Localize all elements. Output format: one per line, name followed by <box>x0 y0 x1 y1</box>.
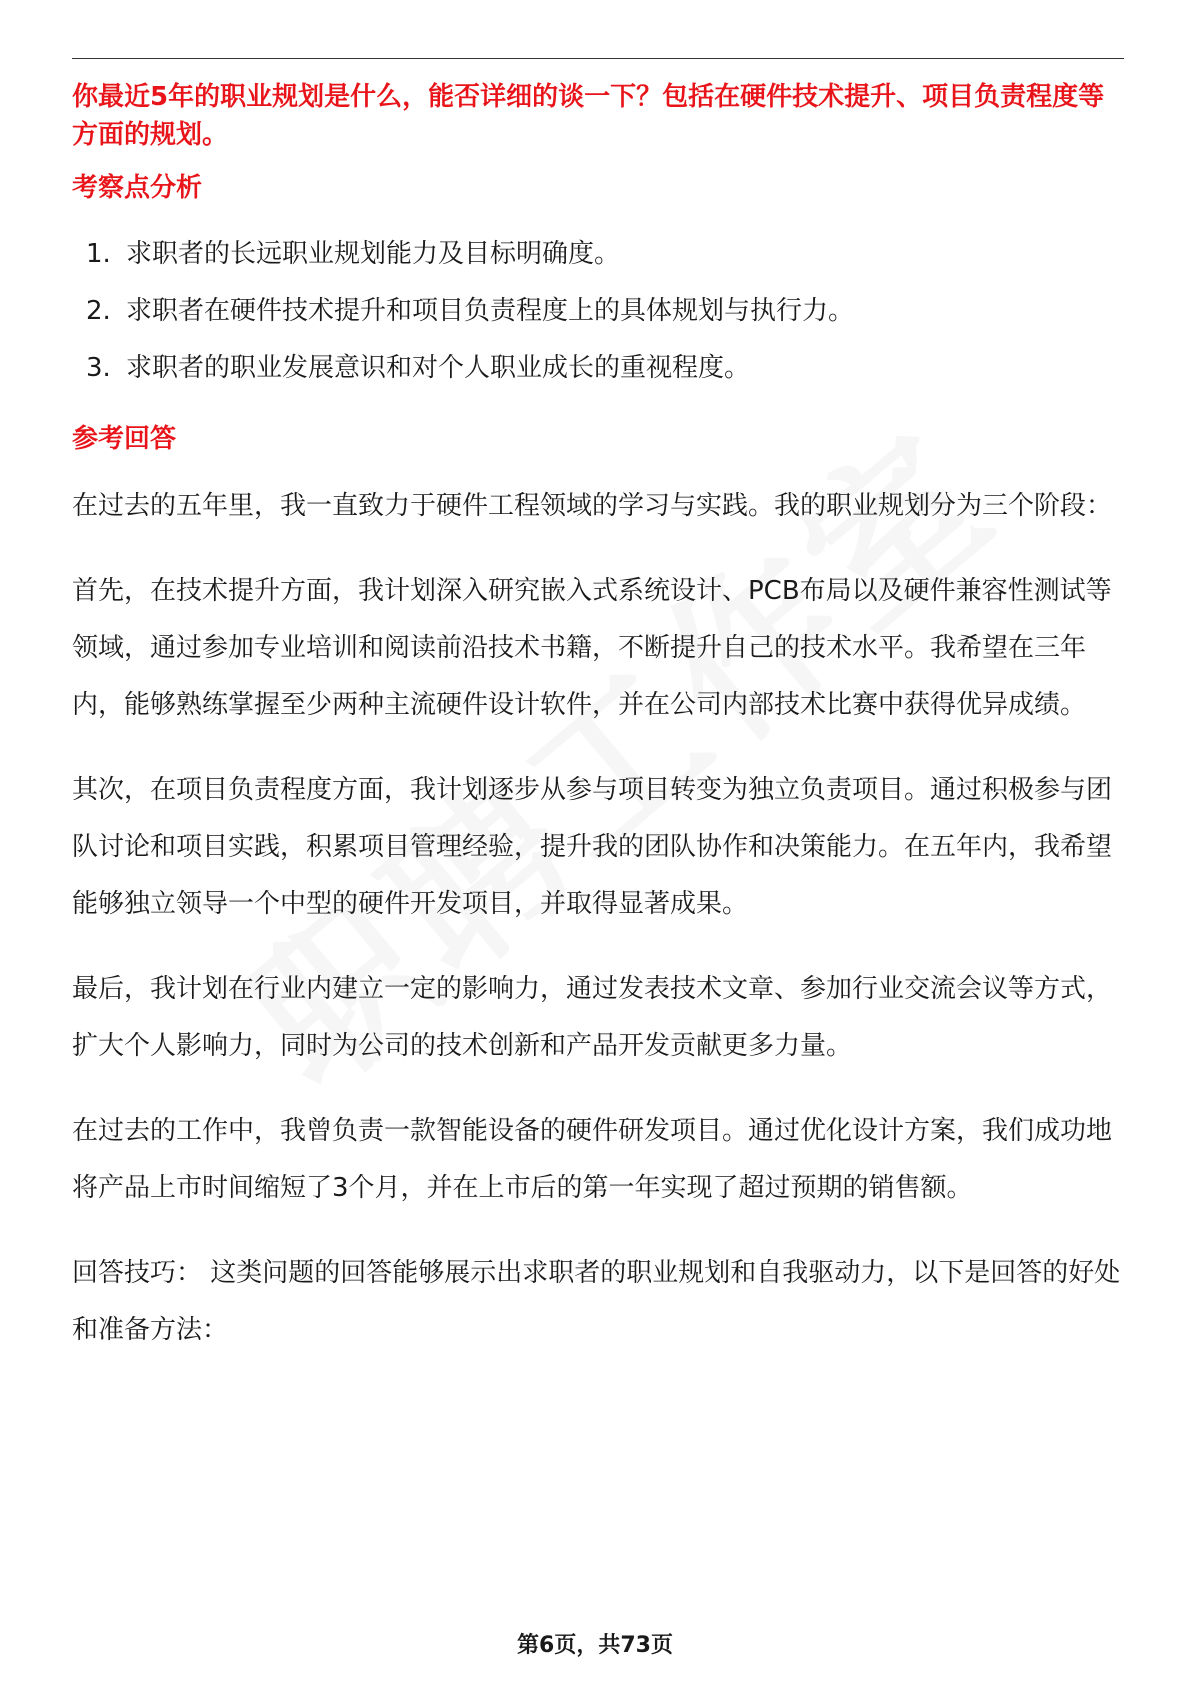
answer-tips-paragraph: 回答技巧： 这类问题的回答能够展示出求职者的职业规划和自我驱动力，以下是回答的好处和准备方法： <box>72 1258 1121 1345</box>
list-item-number: 1. <box>86 239 111 269</box>
document-body <box>72 78 1124 1359</box>
answer-paragraph: 最后，我计划在行业内建立一定的影响力，通过发表技术文章、参加行业交流会议等方式，扩大个人影响力，同时为公司的技术创新和产品开发贡献更多力量。 <box>72 974 1113 1061</box>
answer-paragraph: 其次，在项目负责程度方面，我计划逐步从参与项目转变为独立负责项目。通过积极参与团队讨论和项目实践，积累项目管理经验，提升我的团队协作和决策能力。在五年内，我希望能够独立领导一个中型的硬件开发项目，并取得显著成果。 <box>72 775 1113 919</box>
list-item <box>72 235 1124 273</box>
list-item <box>72 292 1124 330</box>
header-rule <box>72 58 1124 59</box>
list-item-text: 求职者的职业发展意识和对个人职业成长的重视程度。 <box>126 353 751 383</box>
analysis-points <box>72 235 1124 387</box>
list-item-number: 2. <box>86 296 111 326</box>
answer-paragraph: 首先，在技术提升方面，我计划深入研究嵌入式系统设计、PCB布局以及硬件兼容性测试等领域，通过参加专业培训和阅读前沿技术书籍，不断提升自己的技术水平。我希望在三年内，能够熟练掌握至少两种主流硬件设计软件，并在公司内部技术比赛中获得优异成绩。 <box>72 576 1112 720</box>
answer-heading: 参考回答 <box>72 424 177 454</box>
list-item-text: 求职者在硬件技术提升和项目负责程度上的具体规划与执行力。 <box>126 296 855 326</box>
page-number: 第6页，共73页 <box>517 1633 673 1658</box>
answer-paragraph: 在过去的工作中，我曾负责一款智能设备的硬件研发项目。通过优化设计方案，我们成功地将产品上市时间缩短了3个月，并在上市后的第一年实现了超过预期的销售额。 <box>72 1116 1113 1203</box>
interview-question: 你最近5年的职业规划是什么，能否详细的谈一下？包括在硬件技术提升、项目负责程度等方面的规划。 <box>72 82 1105 150</box>
list-item-number: 3. <box>86 353 111 383</box>
list-item-text: 求职者的长远职业规划能力及目标明确度。 <box>126 239 621 269</box>
answer-paragraph: 在过去的五年里，我一直致力于硬件工程领域的学习与实践。我的职业规划分为三个阶段： <box>72 491 1113 521</box>
analysis-heading: 考察点分析 <box>72 173 203 203</box>
list-item <box>72 349 1124 387</box>
